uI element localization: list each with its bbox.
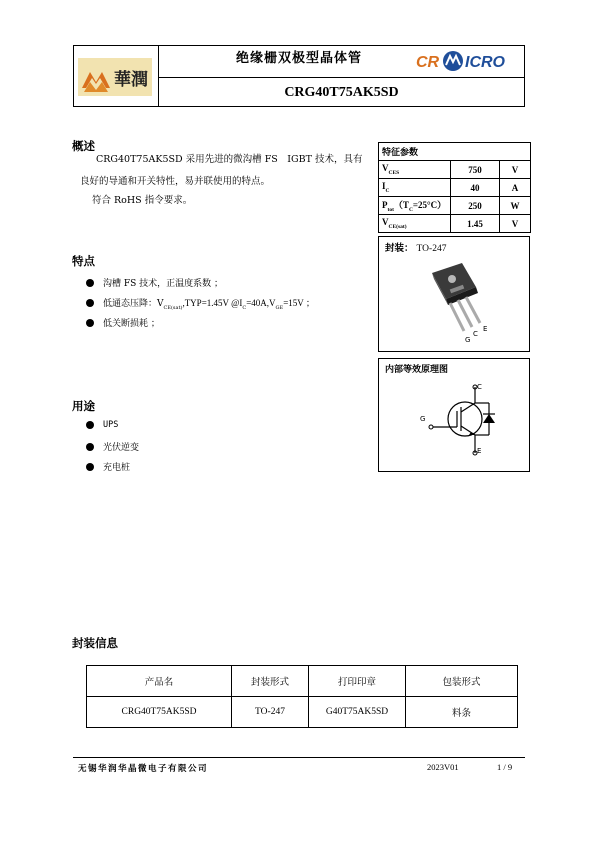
bullet-icon: [86, 421, 94, 429]
footer-version: 2023V01: [427, 762, 459, 772]
bullet-icon: [86, 463, 94, 471]
circuit-label-e: E: [477, 447, 482, 455]
feature-item: 低关断损耗 ；: [86, 316, 160, 329]
overview-line-2: 良好的导通和开关特性，易并联使用的特点。: [80, 176, 271, 187]
package-box: [378, 236, 530, 352]
table-header-row: 产品名 封装形式 打印印章 包装形式: [87, 666, 518, 697]
spec-row: $V_{CES}$ 750 V: [379, 161, 531, 179]
package-label: 封装：: [385, 243, 414, 254]
spec-row: $P_{tot}(T_C=25^\circ C)$ 250 W: [379, 197, 531, 215]
part-number: CRG40T75AK5SD: [284, 85, 399, 100]
package-value: TO-247: [416, 244, 447, 254]
package-info-heading: 封装信息: [72, 636, 118, 650]
spec-row: $V_{CE(sat)}$ 1.45 V: [379, 215, 531, 233]
feature-item: 低通态压降：$V_{CE(sat)},TYP=1.45V$ $@I_C=40A,V_{GE}=15V$ ；: [86, 296, 315, 311]
table-row: CRG40T75AK5SD TO-247 G40T75AK5SD 料条: [87, 697, 518, 728]
footer-divider: [73, 757, 525, 758]
footer-page-number: 1 / 9: [497, 762, 513, 772]
bullet-icon: [86, 319, 94, 327]
features-heading: 特点: [72, 254, 95, 268]
circuit-label-g: G: [420, 415, 426, 423]
to247-package-image: [424, 259, 504, 347]
document-title: 绝缘栅双极型晶体管: [235, 51, 362, 66]
overview-heading: 概述: [72, 139, 95, 153]
spec-table: [378, 142, 531, 233]
application-item: UPS: [86, 420, 118, 430]
crmicro-logo: [415, 48, 520, 74]
circuit-box: [378, 358, 530, 472]
overview-line-3: 符合 RoHS 指令要求。: [92, 195, 193, 206]
pin-label-c: C: [473, 330, 478, 338]
bullet-icon: [86, 299, 94, 307]
footer-company: 无锡华润华晶微电子有限公司: [78, 764, 209, 774]
svg-text:華潤: 華潤: [114, 70, 148, 90]
applications-heading: 用途: [72, 399, 95, 413]
spec-row: $I_C$ 40 A: [379, 179, 531, 197]
pin-label-e: E: [483, 325, 488, 333]
application-item: 充电桩: [86, 460, 130, 473]
header-divider-h: [158, 77, 525, 78]
feature-item: 沟槽 FS 技术，正温度系数 ；: [86, 276, 223, 289]
svg-text:ICRO: ICRO: [465, 54, 505, 71]
overview-line-1: CRG40T75AK5SD 采用先进的微沟槽 FS IGBT 技术，具有: [96, 154, 363, 165]
circuit-label-c: C: [477, 383, 482, 391]
spec-heading: 特征参数: [379, 143, 531, 161]
application-item: 光伏逆变: [86, 440, 139, 453]
bullet-icon: [86, 443, 94, 451]
company-logo: [76, 52, 154, 100]
circuit-heading: 内部等效原理图: [385, 365, 449, 375]
package-info-table: [86, 665, 518, 728]
pin-label-g: G: [465, 336, 471, 344]
svg-text:CR: CR: [416, 54, 440, 71]
bullet-icon: [86, 279, 94, 287]
igbt-symbol: [409, 377, 499, 469]
